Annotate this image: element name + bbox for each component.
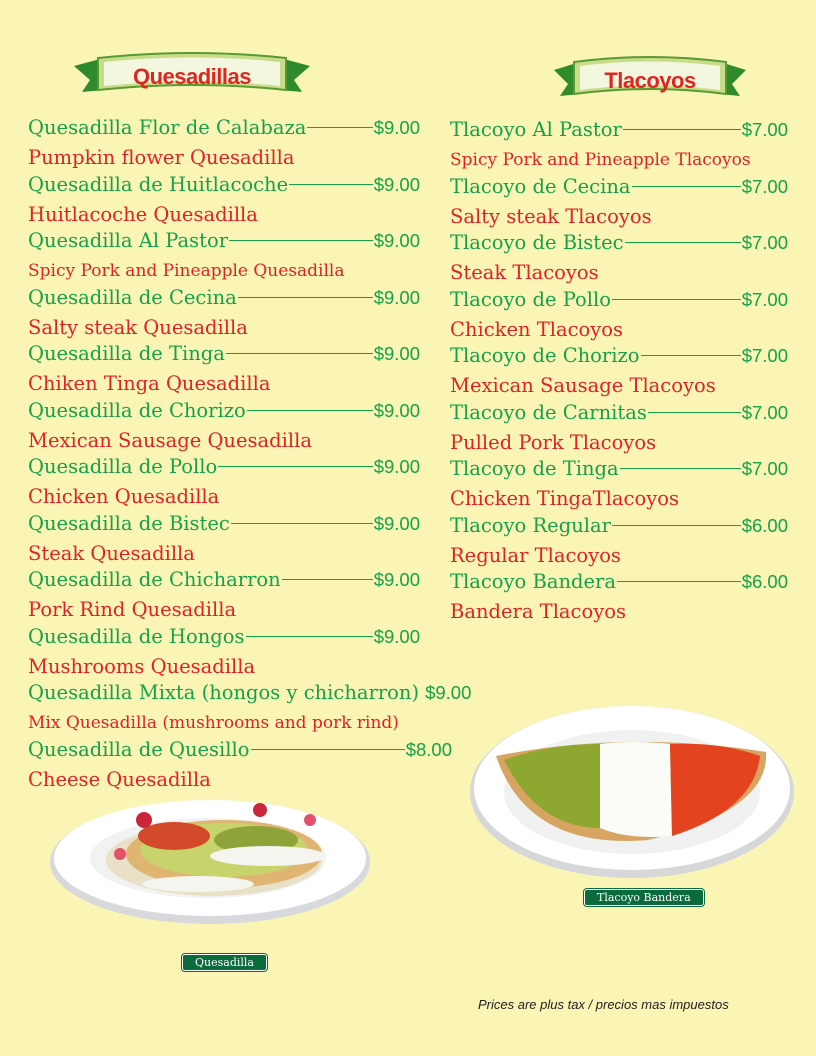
dotted-leader bbox=[620, 468, 741, 469]
item-line bbox=[28, 229, 420, 257]
dotted-leader bbox=[218, 466, 372, 467]
dotted-leader bbox=[251, 749, 405, 750]
item-name: Quesadilla Mixta (hongos y chicharron) bbox=[28, 681, 420, 704]
item-line bbox=[450, 344, 788, 372]
item-description: Chicken TingaTlacoyos bbox=[450, 487, 679, 510]
dotted-leader bbox=[238, 297, 373, 298]
dotted-leader bbox=[648, 412, 741, 413]
dotted-leader bbox=[617, 581, 741, 582]
item-line bbox=[28, 342, 420, 370]
dotted-leader bbox=[641, 355, 741, 356]
menu-item bbox=[28, 286, 420, 343]
item-line bbox=[450, 514, 788, 542]
menu-item bbox=[450, 457, 788, 514]
item-description: Chiken Tinga Quesadilla bbox=[28, 372, 271, 395]
item-description: Regular Tlacoyos bbox=[450, 543, 621, 567]
menu-item bbox=[450, 231, 788, 288]
quesadilla-photo-caption: Quesadilla bbox=[182, 954, 267, 971]
tax-note: Prices are plus tax / precios mas impuestos bbox=[478, 997, 729, 1012]
item-line bbox=[450, 118, 788, 146]
tlacoyos-list bbox=[450, 118, 788, 627]
item-description: Mexican Sausage Quesadilla bbox=[28, 428, 312, 452]
item-name: Tlacoyo Bandera bbox=[450, 570, 616, 593]
item-price: $9.00 bbox=[373, 456, 420, 477]
item-description: Bandera Tlacoyos bbox=[450, 600, 626, 623]
dotted-leader bbox=[231, 523, 373, 524]
item-name: Quesadilla Flor de Calabaza bbox=[28, 116, 307, 139]
tlacoyo-bandera-photo bbox=[468, 700, 796, 880]
item-price: $9.00 bbox=[373, 173, 420, 195]
item-name: Quesadilla de Quesillo bbox=[28, 737, 250, 761]
item-price: $9.00 bbox=[373, 399, 420, 421]
item-name: Quesadilla de Chorizo bbox=[28, 398, 246, 422]
menu-item bbox=[450, 514, 788, 571]
item-line bbox=[28, 173, 420, 201]
item-price: $7.00 bbox=[741, 458, 788, 479]
dotted-leader bbox=[625, 242, 741, 243]
item-line bbox=[28, 568, 420, 596]
item-description: Salty steak Quesadilla bbox=[28, 315, 248, 339]
item-line bbox=[450, 401, 788, 429]
menu-item bbox=[28, 342, 420, 399]
item-price: $9.00 bbox=[373, 512, 420, 534]
item-description: Cheese Quesadilla bbox=[28, 767, 211, 791]
item-name: Tlacoyo de Pollo bbox=[450, 287, 611, 311]
item-price: $8.00 bbox=[405, 738, 452, 760]
item-line bbox=[28, 738, 452, 766]
item-price: $6.00 bbox=[741, 571, 788, 592]
item-description: Mexican Sausage Tlacoyos bbox=[450, 374, 716, 397]
menu-item bbox=[28, 625, 420, 682]
item-description: Pulled Pork Tlacoyos bbox=[450, 430, 657, 454]
menu-item bbox=[450, 401, 788, 458]
item-name: Tlacoyo de Cecina bbox=[450, 174, 631, 198]
item-name: Tlacoyo de Carnitas bbox=[450, 400, 647, 424]
item-description: Steak Quesadilla bbox=[28, 541, 195, 565]
item-name: Tlacoyo Al Pastor bbox=[450, 118, 622, 141]
item-price: $7.00 bbox=[741, 232, 788, 253]
item-name: Quesadilla de Tinga bbox=[28, 342, 225, 365]
item-description: Huitlacoche Quesadilla bbox=[28, 202, 258, 226]
item-description: Steak Tlacoyos bbox=[450, 261, 599, 284]
item-price: $9.00 bbox=[373, 117, 420, 138]
tlacoyo-photo-caption: Tlacoyo Bandera bbox=[584, 889, 704, 906]
item-price: $9.00 bbox=[373, 343, 420, 364]
menu-item bbox=[450, 570, 788, 627]
menu-item bbox=[28, 173, 420, 230]
item-name: Tlacoyo de Bistec bbox=[450, 231, 624, 254]
quesadillas-banner bbox=[74, 52, 310, 98]
item-description: Chicken Tlacoyos bbox=[450, 317, 624, 341]
dotted-leader bbox=[289, 184, 373, 185]
item-line bbox=[28, 681, 472, 709]
item-description: Pumpkin flower Quesadilla bbox=[28, 146, 295, 169]
item-name: Quesadilla de Pollo bbox=[28, 455, 218, 478]
item-line bbox=[28, 399, 420, 427]
item-price: $7.00 bbox=[741, 119, 788, 140]
item-description: Pork Rind Quesadilla bbox=[28, 598, 237, 621]
item-price: $9.00 bbox=[373, 286, 420, 308]
item-line bbox=[28, 625, 420, 653]
dotted-leader bbox=[612, 299, 741, 300]
item-name: Quesadilla de Huitlacoche bbox=[28, 172, 289, 196]
section-title: Quesadillas bbox=[132, 64, 251, 89]
menu-item bbox=[28, 681, 472, 738]
dotted-leader bbox=[247, 410, 373, 411]
item-price: $7.00 bbox=[741, 288, 788, 310]
menu-item bbox=[450, 175, 788, 232]
item-description: Mushrooms Quesadilla bbox=[28, 654, 256, 678]
menu-item bbox=[28, 512, 420, 569]
menu-item bbox=[28, 116, 420, 173]
tlacoyos-banner bbox=[554, 56, 746, 102]
item-name: Quesadilla de Hongos bbox=[28, 624, 245, 648]
item-name: Quesadilla de Chicharron bbox=[28, 568, 281, 591]
item-price: $7.00 bbox=[741, 401, 788, 423]
menu-item bbox=[28, 455, 420, 512]
dotted-leader bbox=[226, 353, 373, 354]
menu-item bbox=[450, 118, 788, 175]
item-line bbox=[28, 116, 420, 144]
item-line bbox=[28, 512, 420, 540]
item-line bbox=[450, 175, 788, 203]
dotted-leader bbox=[632, 186, 741, 187]
section-title: Tlacoyos bbox=[604, 68, 696, 93]
menu-item bbox=[28, 229, 420, 286]
item-line bbox=[450, 231, 788, 259]
item-line bbox=[450, 288, 788, 316]
item-line bbox=[450, 570, 788, 598]
item-description: Spicy Pork and Pineapple Tlacoyos bbox=[450, 150, 751, 170]
menu-item bbox=[450, 344, 788, 401]
item-line bbox=[28, 286, 420, 314]
dotted-leader bbox=[229, 240, 373, 241]
item-name: Tlacoyo Regular bbox=[450, 513, 611, 537]
dotted-leader bbox=[282, 579, 373, 580]
item-name: Tlacoyo de Chorizo bbox=[450, 344, 640, 367]
item-description: Spicy Pork and Pineapple Quesadilla bbox=[28, 261, 345, 281]
item-price: $9.00 bbox=[373, 569, 420, 590]
item-price: $7.00 bbox=[741, 345, 788, 366]
item-price: $9.00 bbox=[373, 625, 420, 647]
quesadilla-photo bbox=[48, 780, 374, 930]
menu-item bbox=[450, 288, 788, 345]
item-price: $6.00 bbox=[741, 514, 788, 536]
menu-item bbox=[28, 399, 420, 456]
quesadillas-list bbox=[28, 116, 472, 794]
item-price: $9.00 bbox=[373, 230, 420, 251]
item-description: Chicken Quesadilla bbox=[28, 485, 220, 508]
item-line bbox=[28, 455, 420, 483]
item-description: Salty steak Tlacoyos bbox=[450, 204, 652, 228]
item-name: Quesadilla de Bistec bbox=[28, 511, 230, 535]
menu-item bbox=[28, 568, 420, 625]
dotted-leader bbox=[307, 127, 372, 128]
item-description: Mix Quesadilla (mushrooms and pork rind) bbox=[28, 713, 399, 733]
item-name: Quesadilla Al Pastor bbox=[28, 229, 229, 252]
item-price: $7.00 bbox=[741, 175, 788, 197]
item-name: Tlacoyo de Tinga bbox=[450, 457, 619, 480]
dotted-leader bbox=[623, 129, 741, 130]
item-line bbox=[450, 457, 788, 485]
item-name: Quesadilla de Cecina bbox=[28, 285, 237, 309]
item-price: $9.00 bbox=[425, 682, 472, 703]
dotted-leader bbox=[612, 525, 741, 526]
dotted-leader bbox=[246, 636, 373, 637]
